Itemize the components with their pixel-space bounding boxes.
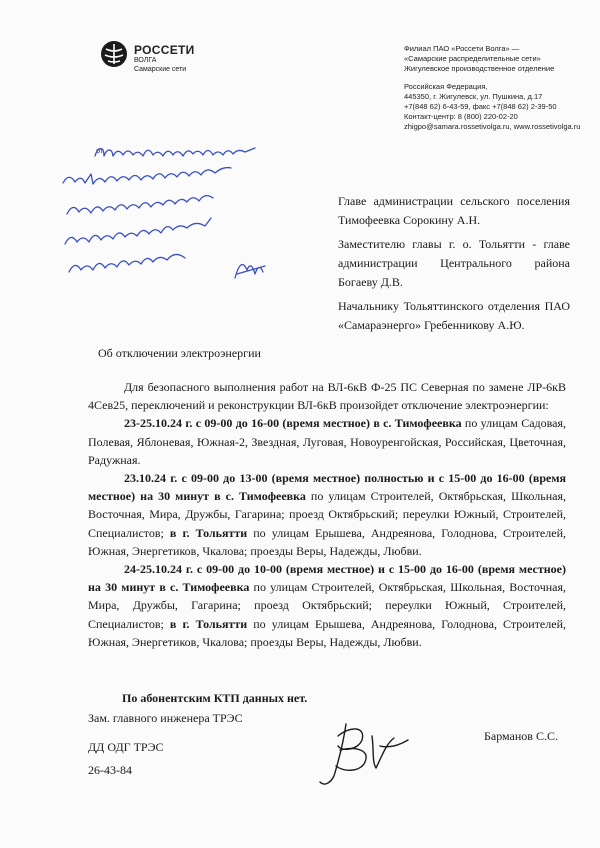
addressee-3: Начальнику Тольяттинского отделения ПАО «Самараэнерго» Гребенникову А.Ю. [338, 299, 570, 332]
executor-phone: 26-43-84 [88, 763, 132, 777]
signer-name: Барманов С.С. [484, 729, 558, 743]
signature [316, 716, 416, 788]
outage-paragraph-2 [88, 469, 566, 560]
outage-1-streets: по улицам Садовая, Полевая, Яблоневая, Южная-2, Звездная, Луговая, Новоуренгойская, Российская, Цветочная, Радужная. [88, 416, 567, 467]
outage-3-streets-timofeevka: по улицам Строителей, Октябрьская, Школьная, Восточная, Мира, Дружбы, Гагарина; проезд Октябрьский; переулки Южный, Строителей, Специалистов; [88, 580, 566, 631]
addressee-1: Главе администрации сельского поселения Тимофеевка Сорокину А.Н. [338, 194, 570, 227]
organization-details [404, 44, 594, 132]
outage-2-schedule: 23.10.24 г. с 09-00 до 13-00 (время местное) полностью и с 15-00 до 16-00 (время местное) на 30 минут в с. Тимофеевка [88, 471, 566, 504]
outgoing-date-label: от [96, 146, 104, 155]
org-phone-fax: +7(848 62) 6-43-59, факс +7(848 62) 2-39-50 [404, 102, 557, 111]
outage-3-city: в г. Тольятти [169, 616, 248, 631]
org-line-2: «Самарские распределительные сети» [404, 54, 541, 63]
addressees [338, 192, 570, 335]
org-address: 445350, г. Жигулевск, ул. Пушкина, д.17 [404, 92, 543, 101]
outage-paragraph-1 [88, 414, 566, 469]
org-contact-center: Контакт-центр: 8 (800) 220-02-20 [404, 112, 518, 121]
executor-department: ДД ОДГ ТРЭС [88, 740, 164, 754]
logo-subsidiary: Самарские сети [134, 66, 187, 73]
logo-region: ВОЛГА [134, 57, 157, 64]
org-line-3: Жигулевское производственное отделение [404, 64, 555, 73]
org-email-web: zhigpo@samara.rossetivolga.ru, www.rossetivolga.ru [404, 122, 581, 131]
outage-3-streets-togliatti: по улицам Ерышева, Андреянова, Голоднова, Строителей, Южная, Энергетиков, Чкалова; проезды Веры, Надежды, Любви. [88, 616, 566, 649]
ktp-note: По абонентским КТП данных нет. [122, 691, 308, 705]
outage-3-schedule: 24-25.10.24 г. с 09-00 до 10-00 (время местное) и с 15-00 до 16-00 (время местное) на 30 минут в с. Тимофеевка [88, 562, 566, 595]
rosseti-logo [100, 40, 200, 80]
outage-2-city: в г. Тольятти [169, 525, 248, 540]
outage-2-streets-timofeevka: по улицам Строителей, Октябрьская, Школьная, Восточная, Мира, Дружбы, Гагарина; проезд Октябрьский; переулки Южный, Строителей, Специалистов; [88, 489, 566, 540]
org-line-1: Филиал ПАО «Россети Волга» — [404, 44, 520, 53]
rosseti-logo-icon [100, 40, 128, 68]
letter-subject: Об отключении электроэнергии [98, 346, 261, 360]
outage-2-streets-togliatti: по улицам Ерышева, Андреянова, Голоднова, Строителей, Южная, Энергетиков, Чкалова; проезды Веры, Надежды, Любви. [88, 525, 566, 558]
logo-name: РОССЕТИ [134, 43, 195, 57]
outage-1-schedule: 23-25.10.24 г. с 09-00 до 16-00 (время местное) в с. Тимофеевка [124, 416, 462, 431]
letter-body [88, 378, 566, 651]
outage-paragraph-3 [88, 560, 566, 651]
handwritten-note [55, 138, 270, 298]
addressee-2: Заместителю главы г. о. Тольятти - главе администрации Центрального района Богаеву Д.В. [338, 237, 570, 289]
signer-position: Зам. главного инженера ТРЭС [88, 711, 243, 725]
org-country: Российская Федерация, [404, 82, 488, 91]
intro-paragraph: Для безопасного выполнения работ на ВЛ-6кВ Ф-25 ПС Северная по замене ЛР-6кВ 4Сев25, переключений и реконструкции ВЛ-6кВ произойдет отключение электроэнергии: [88, 380, 566, 413]
